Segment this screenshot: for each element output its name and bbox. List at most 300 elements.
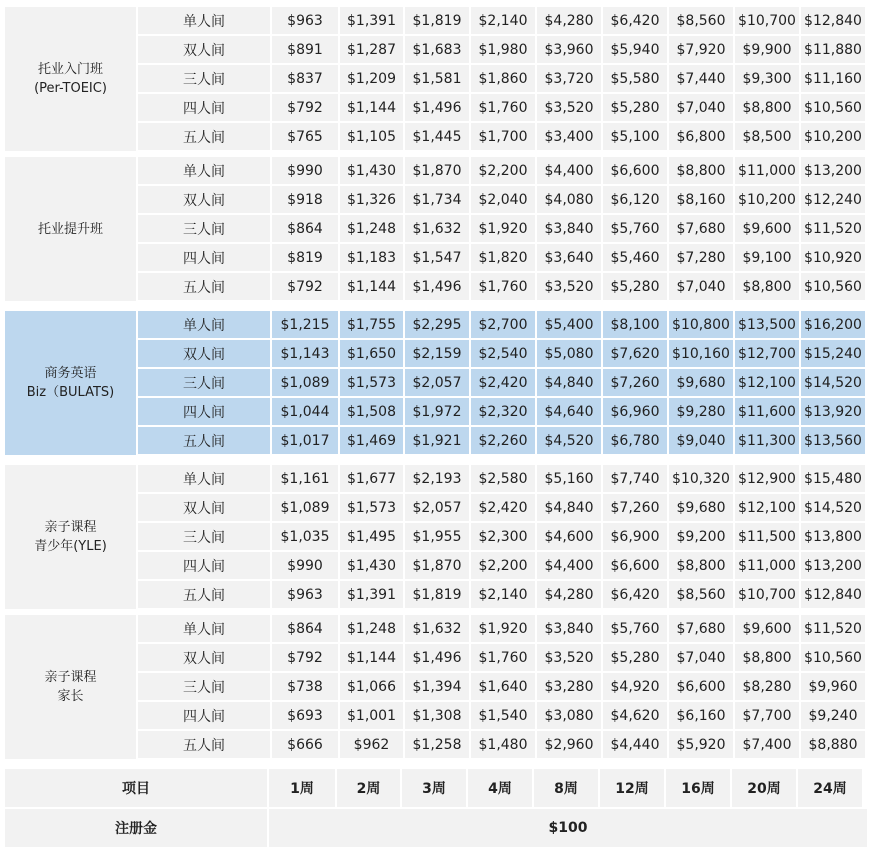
price-row (138, 644, 867, 671)
price-cell: $6,420 (603, 581, 667, 608)
registration-fee-value: $100 (269, 809, 867, 847)
price-cell: $2,420 (471, 369, 535, 396)
price-cell: $2,295 (405, 311, 469, 338)
price-row (138, 311, 867, 338)
price-cell: $6,800 (669, 123, 733, 150)
price-row (138, 523, 867, 550)
price-cell: $1,755 (340, 311, 403, 338)
price-cell: $8,160 (669, 186, 733, 213)
room-type-cell: 三人间 (138, 215, 270, 242)
price-cell: $5,080 (537, 340, 601, 367)
price-cell: $10,700 (735, 7, 799, 34)
price-cell: $4,520 (537, 427, 601, 454)
price-cell: $11,520 (801, 615, 865, 642)
price-cell: $4,840 (537, 369, 601, 396)
price-cell: $792 (272, 273, 338, 300)
price-cell: $5,760 (603, 615, 667, 642)
price-cell: $7,260 (603, 369, 667, 396)
price-cell: $5,280 (603, 94, 667, 121)
course-name-cell (5, 7, 136, 151)
price-cell: $8,800 (735, 644, 799, 671)
room-type-cell: 五人间 (138, 581, 270, 608)
price-cell: $7,040 (669, 644, 733, 671)
price-cell: $13,920 (801, 398, 865, 425)
price-cell: $7,740 (603, 465, 667, 492)
price-cell: $5,100 (603, 123, 667, 150)
price-cell: $1,540 (471, 702, 535, 729)
price-cell: $6,420 (603, 7, 667, 34)
price-cell: $4,080 (537, 186, 601, 213)
price-cell: $1,089 (272, 369, 338, 396)
price-cell: $1,248 (340, 615, 403, 642)
price-cell: $5,400 (537, 311, 601, 338)
price-row (138, 340, 867, 367)
price-cell: $11,000 (735, 552, 799, 579)
price-cell: $12,900 (735, 465, 799, 492)
price-row (138, 369, 867, 396)
price-cell: $10,920 (801, 244, 865, 271)
price-cell: $1,001 (340, 702, 403, 729)
price-cell: $8,560 (669, 7, 733, 34)
price-cell: $1,870 (405, 552, 469, 579)
price-cell: $1,394 (405, 673, 469, 700)
room-type-cell: 单人间 (138, 157, 270, 184)
price-row (138, 273, 867, 300)
price-cell: $5,580 (603, 65, 667, 92)
price-cell: $9,300 (735, 65, 799, 92)
price-cell: $8,560 (669, 581, 733, 608)
price-cell: $3,520 (537, 94, 601, 121)
price-cell: $738 (272, 673, 338, 700)
week-header: 24周 (798, 769, 862, 807)
price-row (138, 398, 867, 425)
price-cell: $13,800 (801, 523, 865, 550)
price-cell: $4,840 (537, 494, 601, 521)
price-cell: $11,520 (801, 215, 865, 242)
price-cell: $1,143 (272, 340, 338, 367)
price-cell: $1,391 (340, 7, 403, 34)
price-row (138, 244, 867, 271)
price-cell: $6,160 (669, 702, 733, 729)
room-type-cell: 单人间 (138, 465, 270, 492)
price-cell: $2,159 (405, 340, 469, 367)
price-cell: $15,480 (801, 465, 865, 492)
price-cell: $1,921 (405, 427, 469, 454)
price-cell: $9,040 (669, 427, 733, 454)
price-cell: $1,496 (405, 94, 469, 121)
course-name-line: (Per-TOEIC) (34, 81, 107, 96)
course-name-cell (5, 311, 136, 455)
room-type-cell: 单人间 (138, 7, 270, 34)
price-cell: $8,800 (669, 552, 733, 579)
price-cell: $2,260 (471, 427, 535, 454)
week-header: 1周 (269, 769, 335, 807)
room-type-cell: 四人间 (138, 552, 270, 579)
price-cell: $1,860 (471, 65, 535, 92)
price-cell: $5,280 (603, 273, 667, 300)
room-type-cell: 三人间 (138, 523, 270, 550)
price-cell: $962 (340, 731, 403, 758)
price-cell: $1,677 (340, 465, 403, 492)
price-cell: $1,650 (340, 340, 403, 367)
price-cell: $7,260 (603, 494, 667, 521)
week-header: 2周 (337, 769, 400, 807)
price-cell: $4,620 (603, 702, 667, 729)
price-cell: $1,161 (272, 465, 338, 492)
price-row (138, 157, 867, 184)
week-header: 16周 (666, 769, 730, 807)
course-name-line: 亲子课程 (44, 670, 97, 685)
price-cell: $11,880 (801, 36, 865, 63)
price-cell: $7,620 (603, 340, 667, 367)
course-name-cell (5, 157, 136, 301)
price-cell: $918 (272, 186, 338, 213)
price-cell: $10,800 (669, 311, 733, 338)
price-cell: $1,870 (405, 157, 469, 184)
price-cell: $2,057 (405, 369, 469, 396)
price-cell: $9,600 (735, 615, 799, 642)
price-cell: $7,040 (669, 94, 733, 121)
price-cell: $7,440 (669, 65, 733, 92)
price-cell: $5,160 (537, 465, 601, 492)
price-cell: $3,840 (537, 215, 601, 242)
price-cell: $6,960 (603, 398, 667, 425)
price-cell: $14,520 (801, 494, 865, 521)
price-cell: $1,258 (405, 731, 469, 758)
price-cell: $1,480 (471, 731, 535, 758)
price-cell: $1,955 (405, 523, 469, 550)
price-cell: $13,560 (801, 427, 865, 454)
price-cell: $693 (272, 702, 338, 729)
price-cell: $1,632 (405, 615, 469, 642)
price-cell: $1,734 (405, 186, 469, 213)
price-cell: $2,193 (405, 465, 469, 492)
price-cell: $3,520 (537, 644, 601, 671)
price-cell: $11,500 (735, 523, 799, 550)
price-cell: $963 (272, 581, 338, 608)
price-cell: $2,960 (537, 731, 601, 758)
price-cell: $3,840 (537, 615, 601, 642)
price-cell: $3,720 (537, 65, 601, 92)
price-cell: $4,600 (537, 523, 601, 550)
price-cell: $1,144 (340, 273, 403, 300)
week-header: 8周 (534, 769, 598, 807)
price-cell: $1,496 (405, 273, 469, 300)
price-cell: $8,800 (669, 157, 733, 184)
room-type-cell: 单人间 (138, 311, 270, 338)
price-cell: $2,700 (471, 311, 535, 338)
price-cell: $3,640 (537, 244, 601, 271)
room-type-cell: 双人间 (138, 186, 270, 213)
price-cell: $2,040 (471, 186, 535, 213)
price-cell: $990 (272, 552, 338, 579)
price-cell: $6,120 (603, 186, 667, 213)
price-cell: $9,960 (801, 673, 865, 700)
price-cell: $8,880 (801, 731, 865, 758)
price-cell: $6,600 (669, 673, 733, 700)
price-row (138, 673, 867, 700)
price-cell: $16,200 (801, 311, 865, 338)
price-cell: $2,057 (405, 494, 469, 521)
price-cell: $1,287 (340, 36, 403, 63)
price-row (138, 186, 867, 213)
course-name-line: 家长 (57, 689, 84, 704)
price-cell: $1,920 (471, 215, 535, 242)
price-cell: $1,547 (405, 244, 469, 271)
price-cell: $4,440 (603, 731, 667, 758)
price-cell: $1,430 (340, 552, 403, 579)
price-cell: $10,200 (801, 123, 865, 150)
price-cell: $10,560 (801, 94, 865, 121)
price-row (138, 36, 867, 63)
registration-fee-row (5, 809, 867, 847)
price-cell: $4,280 (537, 581, 601, 608)
price-cell: $8,100 (603, 311, 667, 338)
price-row (138, 7, 867, 34)
price-row (138, 731, 867, 758)
price-cell: $963 (272, 7, 338, 34)
price-cell: $891 (272, 36, 338, 63)
price-cell: $13,200 (801, 157, 865, 184)
price-cell: $1,972 (405, 398, 469, 425)
price-cell: $1,819 (405, 7, 469, 34)
price-cell: $1,632 (405, 215, 469, 242)
price-cell: $2,200 (471, 552, 535, 579)
price-cell: $10,700 (735, 581, 799, 608)
price-cell: $15,240 (801, 340, 865, 367)
price-cell: $819 (272, 244, 338, 271)
price-cell: $1,820 (471, 244, 535, 271)
week-header-row (5, 769, 867, 807)
price-cell: $9,280 (669, 398, 733, 425)
price-cell: $8,800 (735, 94, 799, 121)
course-name-cell (5, 465, 136, 609)
week-header: 3周 (402, 769, 466, 807)
price-cell: $5,940 (603, 36, 667, 63)
week-header: 4周 (468, 769, 532, 807)
room-type-cell: 五人间 (138, 273, 270, 300)
price-cell: $7,680 (669, 615, 733, 642)
price-cell: $837 (272, 65, 338, 92)
price-cell: $2,140 (471, 7, 535, 34)
room-type-cell: 双人间 (138, 36, 270, 63)
price-cell: $1,326 (340, 186, 403, 213)
price-cell: $1,980 (471, 36, 535, 63)
price-cell: $3,520 (537, 273, 601, 300)
price-row (138, 123, 867, 150)
price-cell: $1,308 (405, 702, 469, 729)
price-cell: $2,320 (471, 398, 535, 425)
price-cell: $7,400 (735, 731, 799, 758)
price-cell: $8,800 (735, 273, 799, 300)
price-cell: $1,445 (405, 123, 469, 150)
price-cell: $1,683 (405, 36, 469, 63)
price-cell: $1,640 (471, 673, 535, 700)
price-cell: $1,819 (405, 581, 469, 608)
price-cell: $1,700 (471, 123, 535, 150)
price-cell: $11,160 (801, 65, 865, 92)
price-cell: $12,100 (735, 369, 799, 396)
item-header: 项目 (5, 769, 267, 807)
price-cell: $1,496 (405, 644, 469, 671)
course-name-cell (5, 615, 136, 759)
course-name-line: Biz（BULATS) (26, 385, 115, 400)
room-type-cell: 三人间 (138, 65, 270, 92)
price-cell: $1,760 (471, 94, 535, 121)
price-row (138, 615, 867, 642)
price-cell: $9,900 (735, 36, 799, 63)
course-name-line: 商务英语 (44, 366, 97, 381)
price-cell: $10,560 (801, 273, 865, 300)
registration-fee-label: 注册金 (5, 809, 267, 847)
room-type-cell: 五人间 (138, 731, 270, 758)
price-cell: $1,573 (340, 369, 403, 396)
course-name-line: 青少年(YLE) (34, 539, 107, 554)
price-cell: $1,469 (340, 427, 403, 454)
price-cell: $14,520 (801, 369, 865, 396)
price-row (138, 581, 867, 608)
price-cell: $9,600 (735, 215, 799, 242)
price-cell: $8,500 (735, 123, 799, 150)
price-cell: $4,280 (537, 7, 601, 34)
price-cell: $11,000 (735, 157, 799, 184)
price-cell: $7,920 (669, 36, 733, 63)
price-row (138, 702, 867, 729)
price-cell: $12,240 (801, 186, 865, 213)
price-cell: $3,960 (537, 36, 601, 63)
price-cell: $1,144 (340, 644, 403, 671)
price-cell: $13,500 (735, 311, 799, 338)
price-cell: $7,280 (669, 244, 733, 271)
course-name-line: 亲子课程 (44, 520, 97, 535)
price-cell: $10,160 (669, 340, 733, 367)
room-type-cell: 五人间 (138, 427, 270, 454)
room-type-cell: 三人间 (138, 369, 270, 396)
price-cell: $4,400 (537, 157, 601, 184)
price-cell: $1,066 (340, 673, 403, 700)
price-cell: $9,200 (669, 523, 733, 550)
price-cell: $1,391 (340, 581, 403, 608)
price-cell: $1,183 (340, 244, 403, 271)
price-row (138, 552, 867, 579)
price-cell: $9,680 (669, 369, 733, 396)
price-cell: $990 (272, 157, 338, 184)
price-cell: $10,200 (735, 186, 799, 213)
price-cell: $864 (272, 215, 338, 242)
price-cell: $1,035 (272, 523, 338, 550)
price-cell: $1,430 (340, 157, 403, 184)
price-row (138, 465, 867, 492)
price-cell: $12,100 (735, 494, 799, 521)
price-cell: $1,144 (340, 94, 403, 121)
price-cell: $3,080 (537, 702, 601, 729)
price-cell: $5,920 (669, 731, 733, 758)
room-type-cell: 双人间 (138, 644, 270, 671)
price-cell: $7,700 (735, 702, 799, 729)
price-cell: $6,600 (603, 157, 667, 184)
price-cell: $1,760 (471, 644, 535, 671)
price-cell: $1,044 (272, 398, 338, 425)
room-type-cell: 四人间 (138, 94, 270, 121)
price-row (138, 94, 867, 121)
price-cell: $7,040 (669, 273, 733, 300)
price-cell: $6,780 (603, 427, 667, 454)
price-cell: $1,920 (471, 615, 535, 642)
price-cell: $11,300 (735, 427, 799, 454)
course-name-line: 托业入门班 (37, 62, 103, 77)
price-cell: $1,581 (405, 65, 469, 92)
price-cell: $12,840 (801, 581, 865, 608)
price-cell: $1,105 (340, 123, 403, 150)
price-cell: $6,900 (603, 523, 667, 550)
price-cell: $9,680 (669, 494, 733, 521)
price-row (138, 494, 867, 521)
room-type-cell: 双人间 (138, 340, 270, 367)
room-type-cell: 四人间 (138, 244, 270, 271)
price-cell: $11,600 (735, 398, 799, 425)
room-type-cell: 双人间 (138, 494, 270, 521)
price-cell: $2,140 (471, 581, 535, 608)
price-cell: $7,680 (669, 215, 733, 242)
price-cell: $1,248 (340, 215, 403, 242)
price-cell: $2,200 (471, 157, 535, 184)
price-cell: $765 (272, 123, 338, 150)
price-cell: $12,700 (735, 340, 799, 367)
price-cell: $5,760 (603, 215, 667, 242)
price-cell: $792 (272, 94, 338, 121)
price-cell: $8,280 (735, 673, 799, 700)
price-cell: $1,215 (272, 311, 338, 338)
week-header: 12周 (600, 769, 664, 807)
price-cell: $4,400 (537, 552, 601, 579)
course-name-line: 托业提升班 (37, 221, 103, 237)
price-cell: $792 (272, 644, 338, 671)
price-cell: $1,760 (471, 273, 535, 300)
price-cell: $1,089 (272, 494, 338, 521)
price-cell: $1,017 (272, 427, 338, 454)
price-cell: $9,100 (735, 244, 799, 271)
price-cell: $1,495 (340, 523, 403, 550)
room-type-cell: 四人间 (138, 398, 270, 425)
price-cell: $5,460 (603, 244, 667, 271)
price-cell: $4,640 (537, 398, 601, 425)
price-row (138, 65, 867, 92)
price-cell: $864 (272, 615, 338, 642)
price-cell: $4,920 (603, 673, 667, 700)
price-cell: $666 (272, 731, 338, 758)
price-cell: $10,320 (669, 465, 733, 492)
price-cell: $1,209 (340, 65, 403, 92)
price-cell: $6,600 (603, 552, 667, 579)
price-cell: $1,573 (340, 494, 403, 521)
price-row (138, 215, 867, 242)
price-cell: $1,508 (340, 398, 403, 425)
price-cell: $2,300 (471, 523, 535, 550)
price-cell: $2,540 (471, 340, 535, 367)
room-type-cell: 三人间 (138, 673, 270, 700)
price-cell: $13,200 (801, 552, 865, 579)
week-header: 20周 (732, 769, 796, 807)
price-cell: $3,280 (537, 673, 601, 700)
room-type-cell: 四人间 (138, 702, 270, 729)
room-type-cell: 单人间 (138, 615, 270, 642)
room-type-cell: 五人间 (138, 123, 270, 150)
price-cell: $2,420 (471, 494, 535, 521)
price-cell: $5,280 (603, 644, 667, 671)
price-cell: $3,400 (537, 123, 601, 150)
price-row (138, 427, 867, 454)
price-cell: $9,240 (801, 702, 865, 729)
